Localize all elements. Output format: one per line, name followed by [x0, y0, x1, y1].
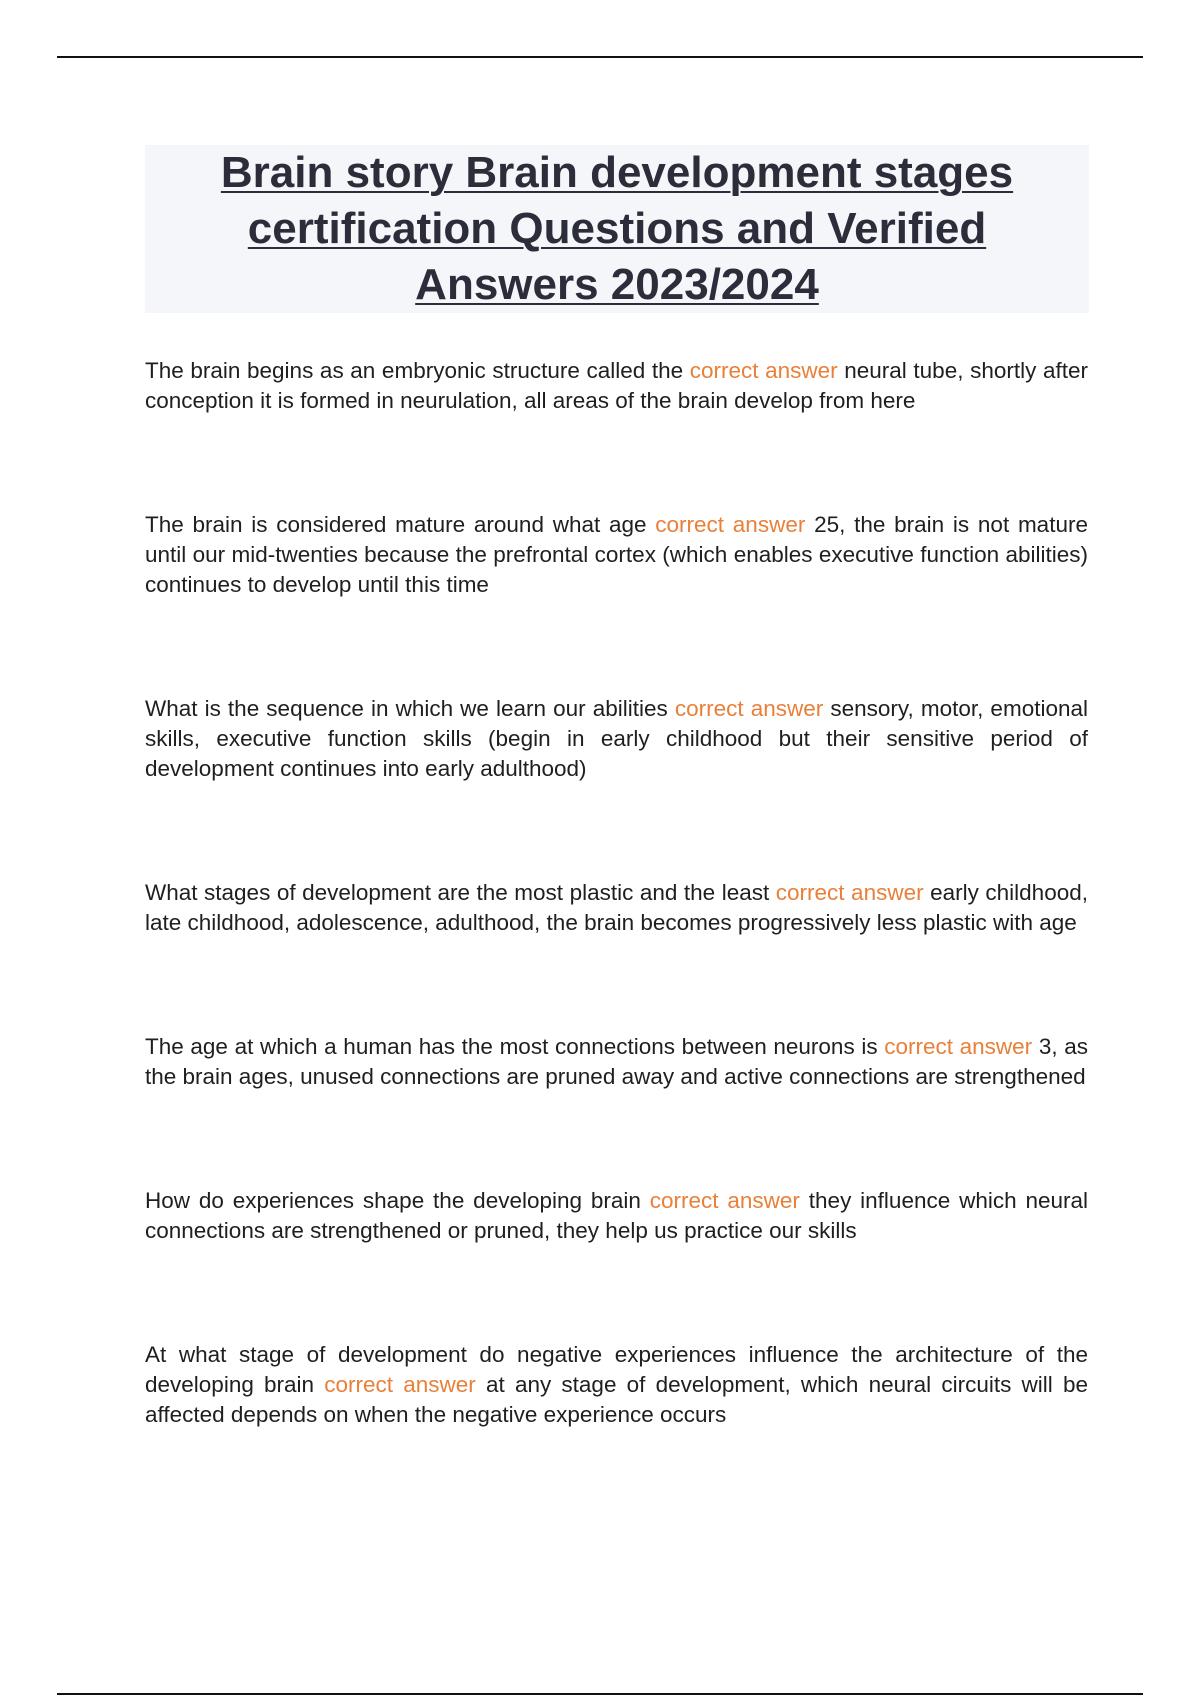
- answer-text: 25, the brain is not mature until our mid-twenties because the prefrontal cortex (which enables executive function abilities) continues to develop until this time: [145, 512, 1088, 597]
- qa-item: [145, 878, 1088, 938]
- bottom-rule: [57, 1693, 1143, 1695]
- answer-text: they influence which neural connections are strengthened or pruned, they help us practice our skills: [145, 1188, 1089, 1243]
- question-text: The brain is considered mature around what age: [145, 512, 647, 537]
- question-text: What stages of development are the most plastic and the least: [145, 880, 770, 905]
- question-text: At what stage of development do negative experiences influence the architecture of the developing brain: [145, 1342, 1088, 1397]
- title-banner: [145, 145, 1089, 313]
- qa-item: [145, 1186, 1088, 1246]
- answer-label: correct answer: [775, 880, 924, 905]
- qa-item: [145, 1032, 1088, 1092]
- answer-label: correct answer: [324, 1372, 476, 1397]
- qa-item: [145, 694, 1088, 784]
- answer-label: correct answer: [674, 696, 824, 721]
- answer-label: correct answer: [689, 358, 838, 383]
- answer-text: neural tube, shortly after conception it is formed in neurulation, all areas of the brain develop from here: [145, 358, 1088, 413]
- page-title: Brain story Brain development stages certification Questions and Verified Answers 2023/2024: [220, 148, 1014, 309]
- answer-label: correct answer: [649, 1188, 800, 1213]
- qa-item: [145, 1340, 1088, 1430]
- answer-text: sensory, motor, emotional skills, executive function skills (begin in early childhood but their sensitive period of development continues into early adulthood): [145, 696, 1088, 781]
- answer-label: correct answer: [884, 1034, 1033, 1059]
- answer-label: correct answer: [655, 512, 806, 537]
- question-text: What is the sequence in which we learn our abilities: [145, 696, 668, 721]
- answer-text: 3, as the brain ages, unused connections are pruned away and active connections are strengthened: [145, 1034, 1088, 1089]
- qa-item: [145, 510, 1088, 600]
- qa-list: [145, 356, 1088, 1524]
- answer-text: at any stage of development, which neural circuits will be affected depends on when the negative experience occurs: [145, 1372, 1089, 1427]
- question-text: The age at which a human has the most connections between neurons is: [145, 1034, 878, 1059]
- top-rule: [57, 56, 1143, 58]
- qa-item: [145, 356, 1088, 416]
- question-text: The brain begins as an embryonic structure called the: [145, 358, 684, 383]
- answer-text: early childhood, late childhood, adolescence, adulthood, the brain becomes progressively less plastic with age: [145, 880, 1088, 935]
- question-text: How do experiences shape the developing brain: [145, 1188, 641, 1213]
